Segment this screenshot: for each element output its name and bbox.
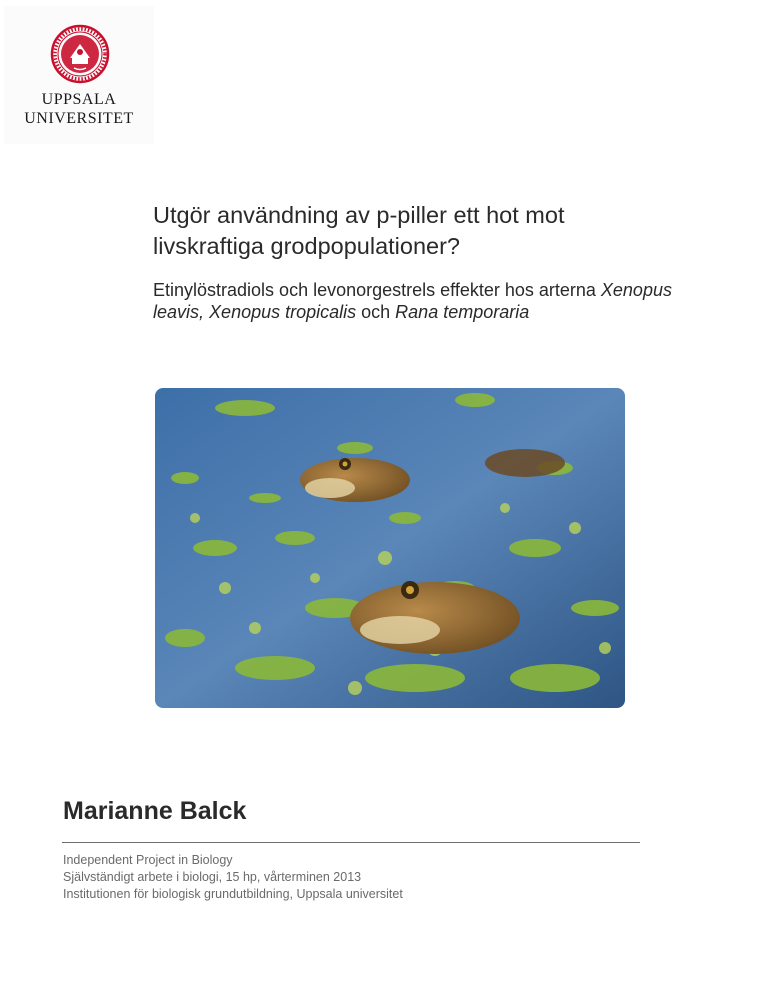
author-name: Marianne Balck [63,797,247,825]
university-name-line1: UPPSALA [41,91,117,108]
university-seal-icon [50,24,110,84]
university-name-line2: UNIVERSITET [24,110,134,127]
department: Institutionen för biologisk grundutbildning, Uppsala universitet [63,887,403,901]
frogs-pond-image [155,388,625,708]
thesis-title: Utgör användning av p-piller ett hot mot livskraftiga grodpopulationer? [153,202,565,259]
course-name: Independent Project in Biology [63,853,233,867]
thesis-subtitle [153,279,673,323]
divider [62,842,640,843]
university-logo [4,6,154,144]
subtitle-separator: och [356,302,396,322]
species-name: Xenopus tropicalis [209,302,357,322]
subtitle-text: Etinylöstradiols och levonorgestrels effekter hos arterna [153,280,601,300]
course-details: Självständigt arbete i biologi, 15 hp, vårterminen 2013 [63,870,362,884]
cover-photo [155,388,625,708]
species-name: Xenopus leavis, [153,280,672,322]
species-name: Rana temporaria [395,302,530,322]
